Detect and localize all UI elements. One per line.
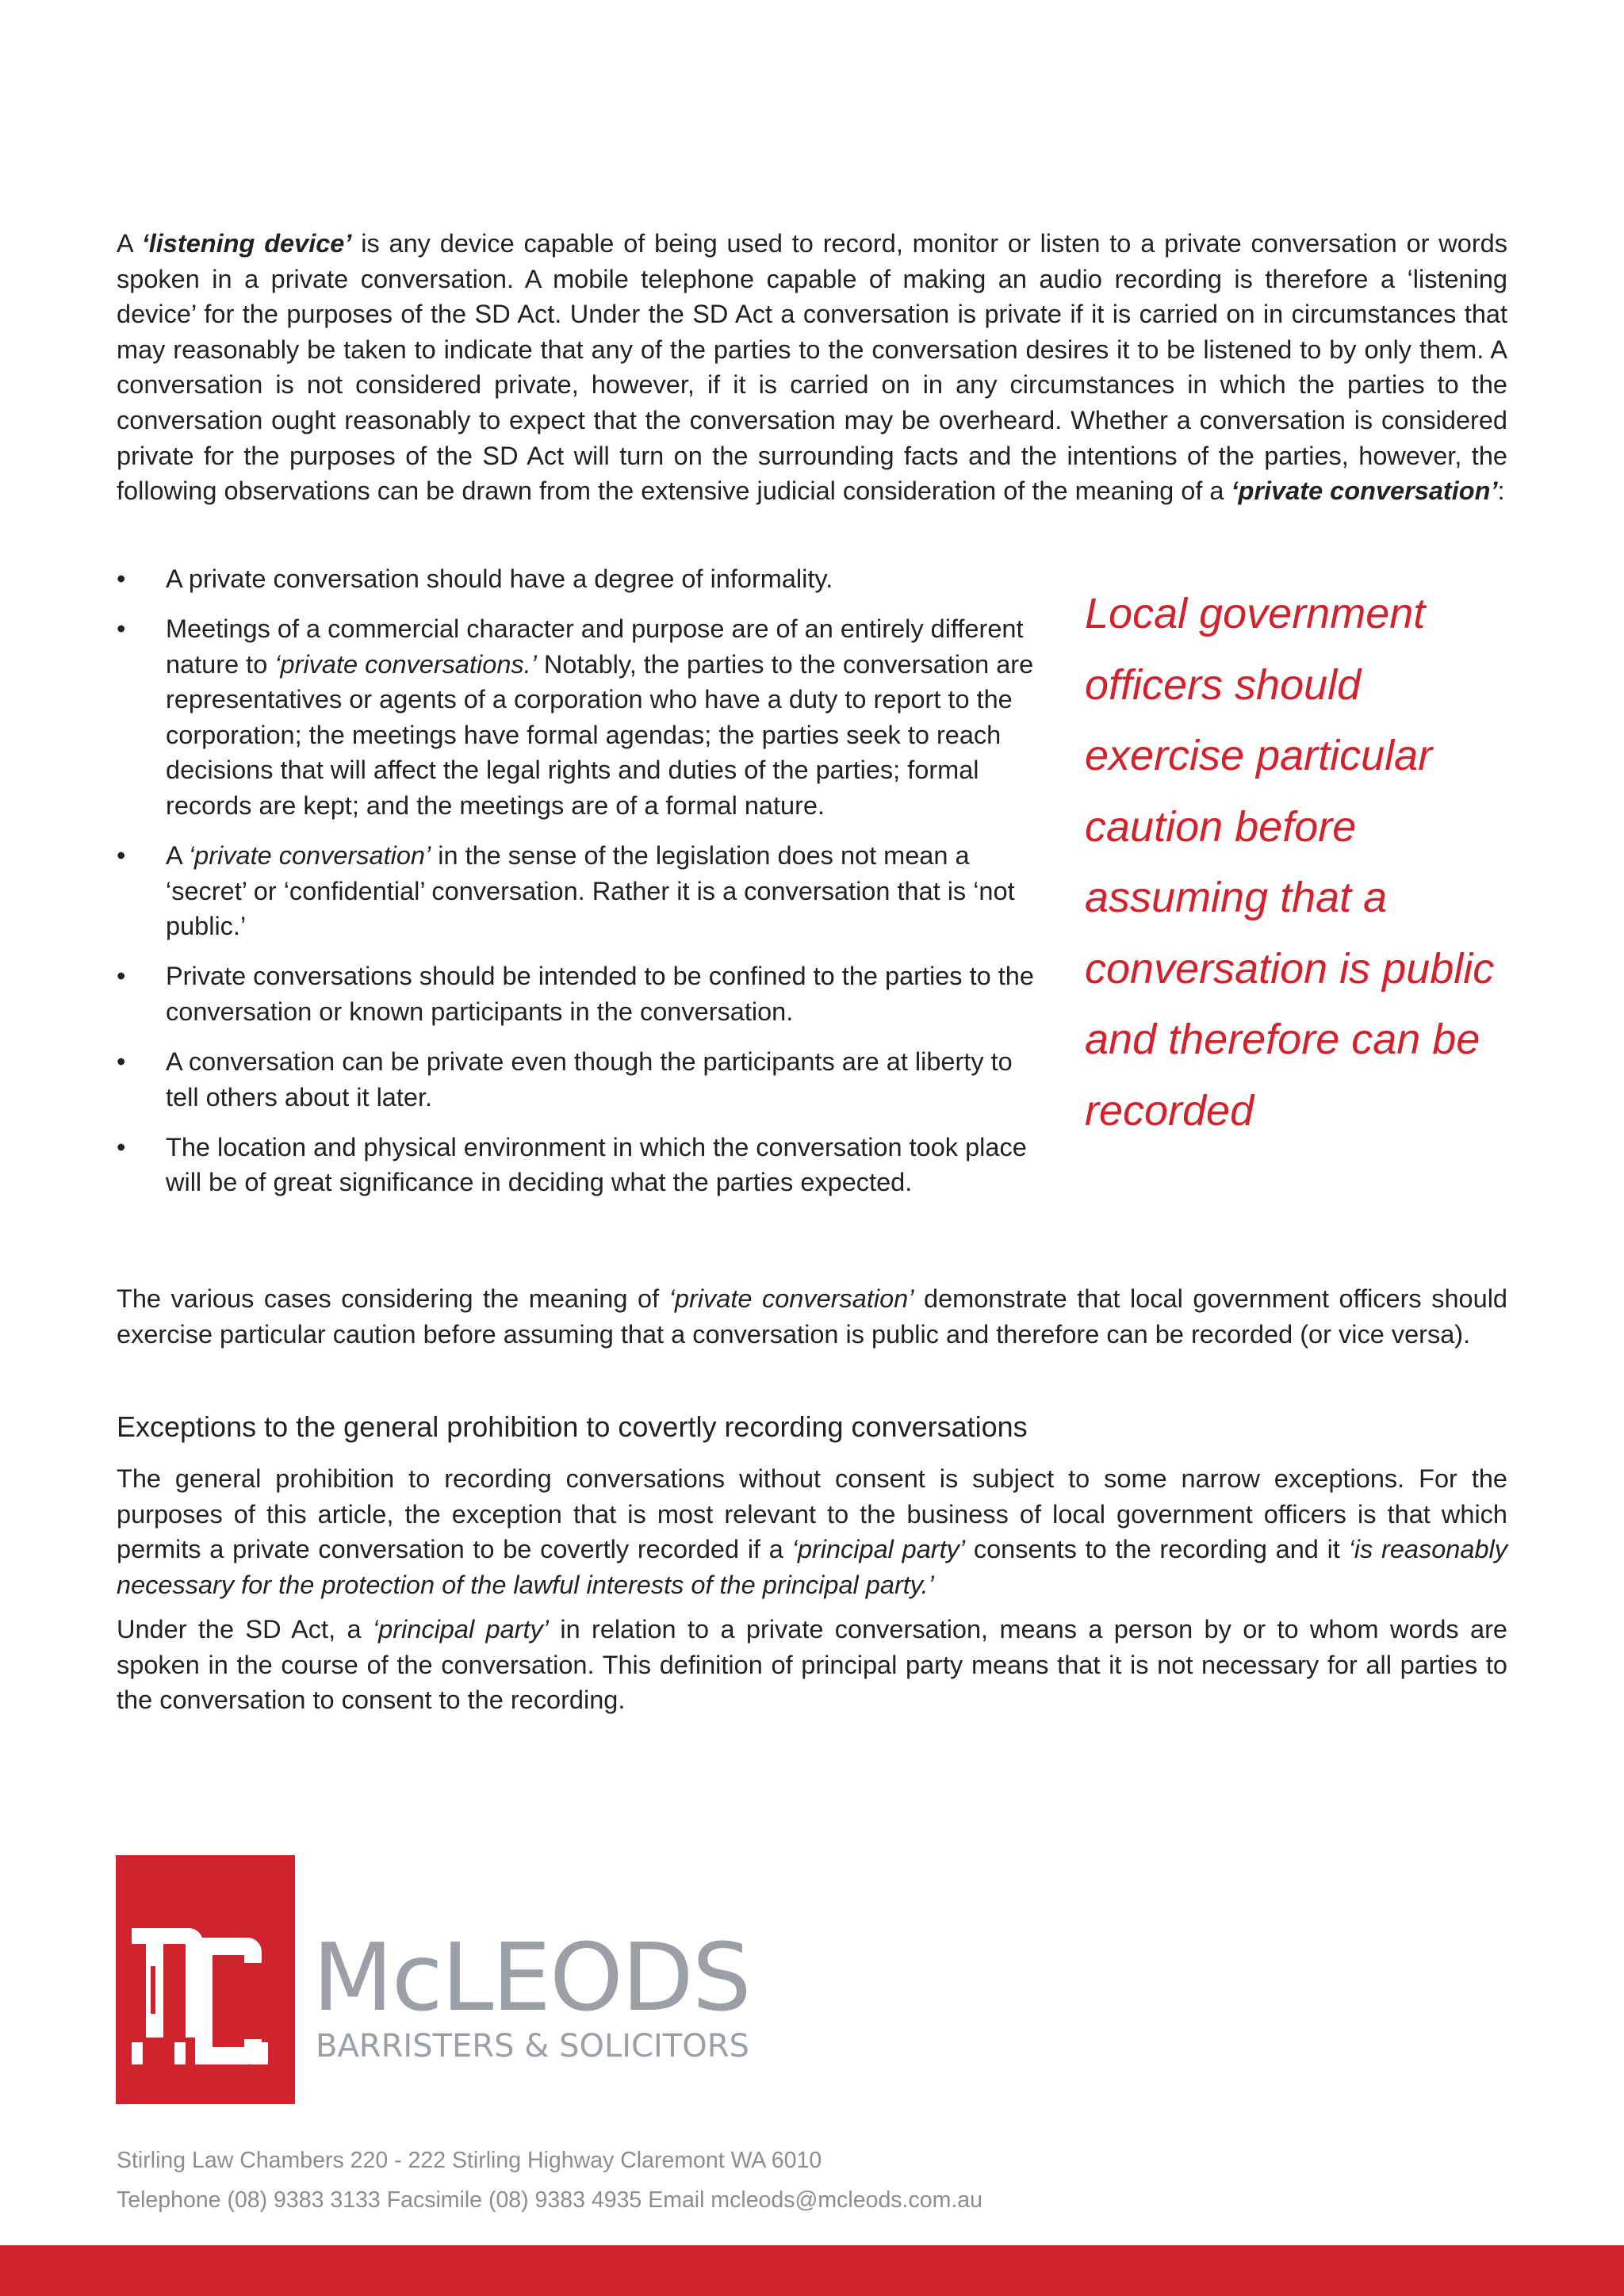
logo-tagline: BARRISTERS & SOLICITORS [316, 2028, 749, 2064]
list-item-emphasis: ‘private conversations.’ [274, 649, 537, 679]
list-item-text: Meetings of a commercial character and purpose are of an entirely different nature to [166, 614, 1024, 679]
pull-quote-line: Local government [1085, 590, 1426, 637]
intro-text-b: is any device capable of being used to record, monitor or listen to a private conversation or words spoken in a private conversation. A mobile telephone capable of making an audio recording is therefore a ‘listening device’ for the purposes of the SD Act. Under the SD Act a conversation is private if it is carried on in circumstances that may reasonably be taken to indicate that any of the parties to the conversation desires it to be listened to by only them. A conversation is not considered private, however, if it is carried on in any circumstances in which the parties to the conversation ought reasonably to expect that the conversation may be overheard. Whether a conversation is considered private for the purposes of the SD Act will turn on the surrounding facts and the intentions of the parties, however, the following observations can be drawn from the extensive judicial consideration of the meaning of a [117, 229, 1507, 506]
contact-line: Telephone (08) 9383 3133 Facsimile (08) 9383 4935 Email mcleods@mcleods.com.au [117, 2187, 982, 2213]
footer-bar [0, 2245, 1624, 2296]
pull-quote-line: assuming that a [1085, 874, 1388, 921]
pull-quote-line: caution before [1085, 802, 1357, 851]
list-item-text: The location and physical environment in which the conversation took place will be of great significance in deciding what the parties expected. [166, 1132, 1027, 1197]
para-emphasis: ‘private conversation’ [668, 1284, 914, 1313]
term-private-conversation: ‘private conversation’ [1231, 476, 1498, 506]
para-text: in relation to a private conversation, means a person by or to whom words are spoken in the course of the conversation. This definition of principal party means that it is not necessary for all parties to the conversation to consent to the recording. [117, 1615, 1508, 1715]
list-item [117, 1044, 1036, 1115]
bullet-marker: • [117, 1047, 126, 1077]
list-item-text: A private conversation should have a degree of informality. [166, 564, 833, 593]
list-item-text: Notably, the parties to the conversation are representatives or agents of a corporation who have a duty to report to the corporation; the meetings have formal agendas; the parties seek to reach decisions that will affect the legal rights and duties of the parties; formal records are kept; and the meetings are of a formal nature. [166, 649, 1034, 821]
para-text: Under the SD Act, a [117, 1615, 373, 1644]
intro-text-a: A [117, 229, 142, 258]
para-text: The general prohibition to recording conversations without consent is subject to some narrow exceptions. For the purposes of this article, the exception that is most relevant to the business of local government officers is that which permits a private conversation to be covertly recorded if a [117, 1464, 1507, 1564]
para-text: The various cases considering the meaning of [117, 1284, 669, 1313]
list-item-text: in the sense of the legislation does not mean a ‘secret’ or ‘confidential’ conversation. Rather it is a conversation that is ‘not public.’ [166, 841, 1015, 941]
list-item [117, 838, 1036, 944]
list-item [117, 959, 1036, 1029]
pull-quote-line: recorded [1085, 1086, 1254, 1135]
bullet-marker: • [117, 841, 126, 871]
bullet-marker: • [117, 962, 126, 991]
principal-party-paragraph [117, 1612, 1507, 1718]
exceptions-paragraph [117, 1461, 1507, 1602]
list-item-text: A conversation can be private even though the participants are at liberty to tell others about it later. [166, 1047, 1013, 1112]
bullet-marker: • [117, 1132, 126, 1161]
pull-quote-line: exercise particular [1085, 732, 1433, 779]
section-heading: Exceptions to the general prohibition to covertly recording conversations [117, 1410, 1028, 1443]
logo-monogram-icon [116, 1855, 295, 2104]
para-emphasis: ‘principal party’ [791, 1535, 966, 1564]
list-item [117, 611, 1036, 824]
pull-quote-line: and therefore can be [1085, 1016, 1480, 1063]
list-item-text: Private conversations should be intended to be confined to the parties to the conversation or known participants in the conversation. [166, 962, 1034, 1027]
para-emphasis: ‘principal party’ [372, 1615, 550, 1644]
pull-quote-line: conversation is public [1085, 944, 1495, 993]
para-text: demonstrate that local government officers should exercise particular caution before assuming that a conversation is public and therefore can be recorded (or vice versa). [117, 1284, 1507, 1349]
intro-text-c: : [1497, 476, 1505, 506]
list-item [117, 561, 1036, 597]
address-line: Stirling Law Chambers 220 - 222 Stirling Highway Claremont WA 6010 [117, 2148, 822, 2173]
list-item-emphasis: ‘private conversation’ [188, 841, 431, 871]
pull-quote [1085, 579, 1529, 1146]
observations-list [117, 561, 1036, 1215]
logo-wordmark: McLEODS [312, 1923, 750, 2032]
bullet-marker: • [117, 614, 126, 644]
para-emphasis: ‘is reasonably necessary for the protection of the lawful interests of the principal party.’ [117, 1535, 1507, 1599]
cases-paragraph [117, 1281, 1507, 1352]
list-item [117, 1130, 1036, 1200]
mcleods-logo-icon [116, 1855, 295, 2104]
para-text: consents to the recording and it [965, 1535, 1349, 1564]
bullet-marker: • [117, 564, 126, 593]
list-item-text: A [166, 841, 189, 871]
pull-quote-line: officers should [1085, 660, 1362, 709]
term-listening-device: ‘listening device’ [141, 229, 352, 258]
intro-paragraph [117, 226, 1507, 509]
